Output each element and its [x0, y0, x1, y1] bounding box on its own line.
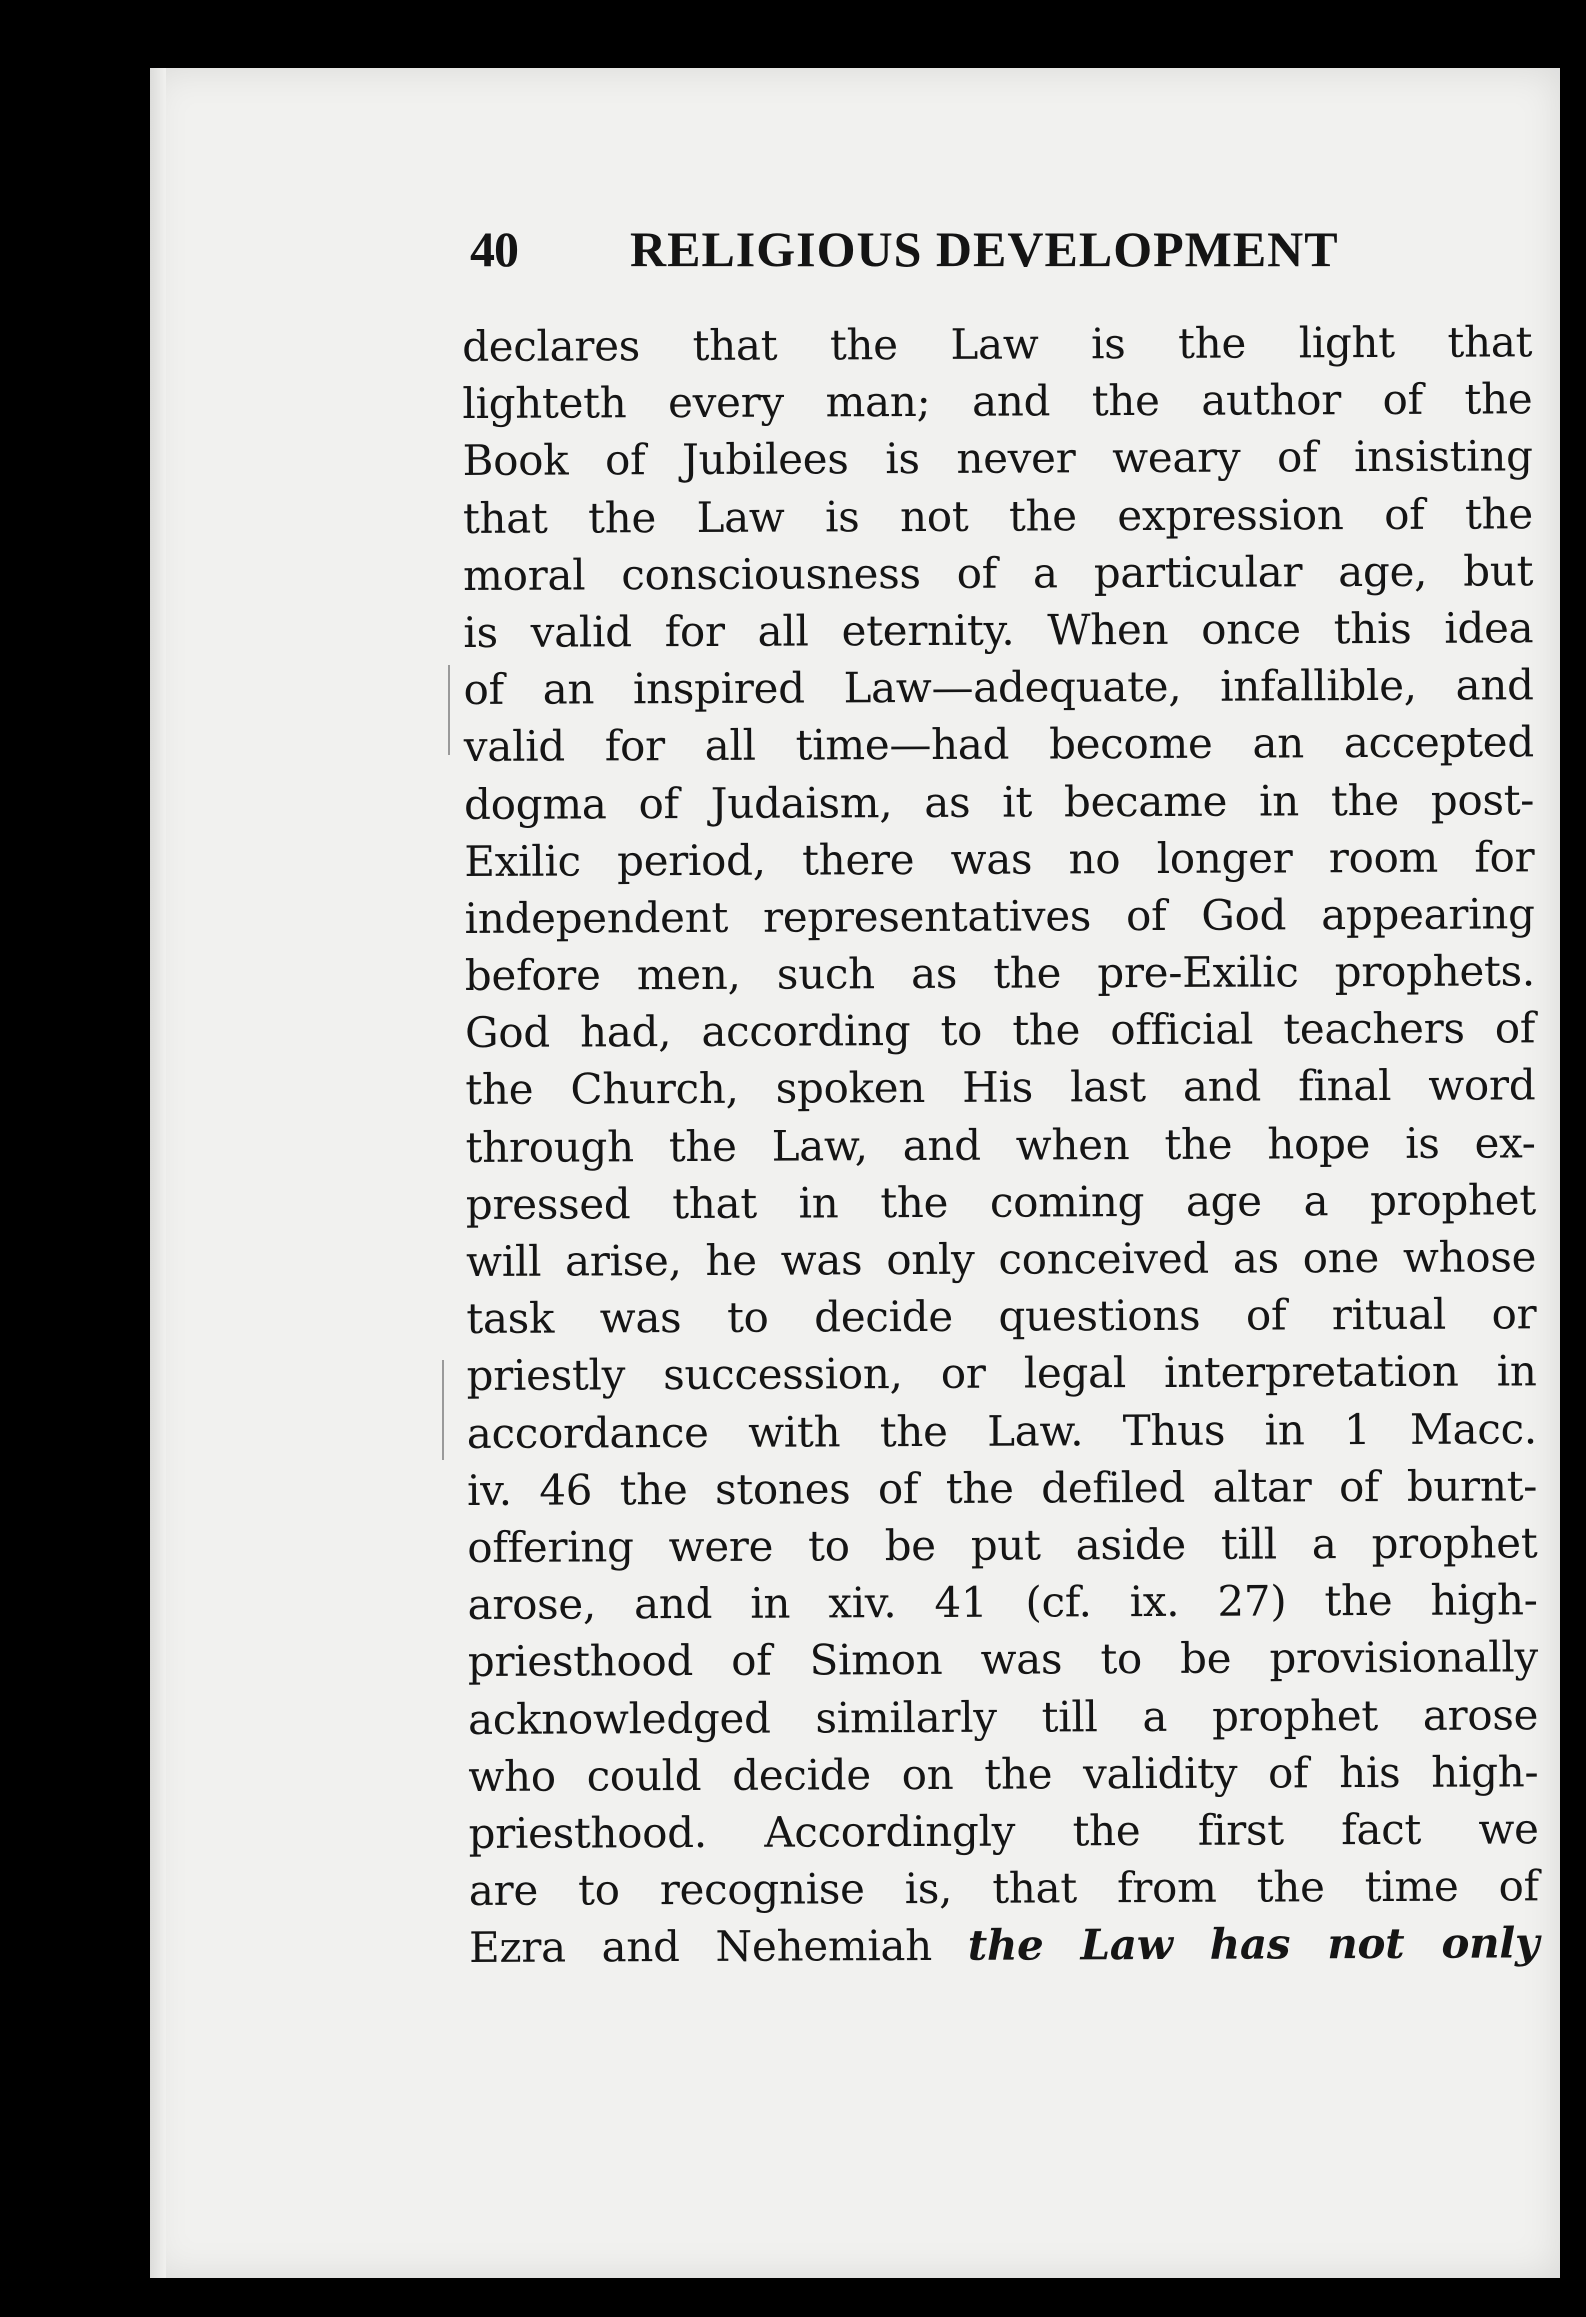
margin-mark [442, 1360, 444, 1460]
text-line: through the Law, and when the hope is ex- [465, 1117, 1536, 1172]
final-line-plain: Ezra and Nehemiah [469, 1921, 933, 1973]
text-line: of an inspired Law—adequate, infallible, and [463, 660, 1534, 715]
text-line: Exilic period, there was no longer room for [464, 832, 1535, 886]
text-line: iv. 46 the stones of the defiled altar of burnt- [467, 1461, 1538, 1515]
page-number: 40 [470, 221, 518, 277]
text-line: pressed that in the coming age a prophet [465, 1175, 1536, 1229]
text-line: priestly succession, or legal interpretation in [466, 1346, 1537, 1401]
text-line: moral consciousness of a particular age, but [463, 546, 1534, 600]
page-edge [150, 68, 166, 2278]
text-line: are to recognise is, that from the time of [468, 1861, 1539, 1916]
text-line: is valid for all eternity. When once this idea [463, 603, 1534, 657]
final-text-line [469, 1915, 1539, 1977]
text-line: accordance with the Law. Thus in 1 Macc. [466, 1403, 1537, 1458]
margin-mark [448, 665, 450, 755]
body-text [462, 313, 1539, 1976]
text-line: will arise, he was only conceived as one whose [466, 1232, 1537, 1286]
text-line: before men, such as the pre-Exilic prophets. [464, 946, 1535, 1001]
text-line: acknowledged similarly till a prophet arose [468, 1689, 1539, 1744]
text-line: independent representatives of God appearing [464, 889, 1535, 943]
text-line: valid for all time—had become an accepted [463, 717, 1534, 772]
text-line: declares that the Law is the light that [462, 317, 1533, 371]
text-line: priesthood of Simon was to be provisionally [467, 1632, 1538, 1687]
text-line: dogma of Judaism, as it became in the post- [464, 774, 1535, 829]
text-line: that the Law is not the expression of the [462, 488, 1533, 543]
text-line: God had, according to the official teachers of [465, 1003, 1536, 1058]
text-line: offering were to be put aside till a prophet [467, 1518, 1538, 1572]
text-line: task was to decide questions of ritual or [466, 1289, 1537, 1344]
text-line: lighteth every man; and the author of the [462, 374, 1533, 429]
text-line: who could decide on the validity of his high- [468, 1747, 1539, 1801]
running-head [470, 220, 1410, 284]
text-line: arose, and in xiv. 41 (cf. ix. 27) the high- [467, 1575, 1538, 1630]
text-line: the Church, spoken His last and final word [465, 1060, 1536, 1115]
running-title: RELIGIOUS DEVELOPMENT [630, 221, 1339, 277]
final-line-italic: the Law has not only [967, 1918, 1540, 1971]
text-line: Book of Jubilees is never weary of insisting [462, 431, 1533, 486]
text-line: priesthood. Accordingly the first fact we [468, 1804, 1539, 1858]
